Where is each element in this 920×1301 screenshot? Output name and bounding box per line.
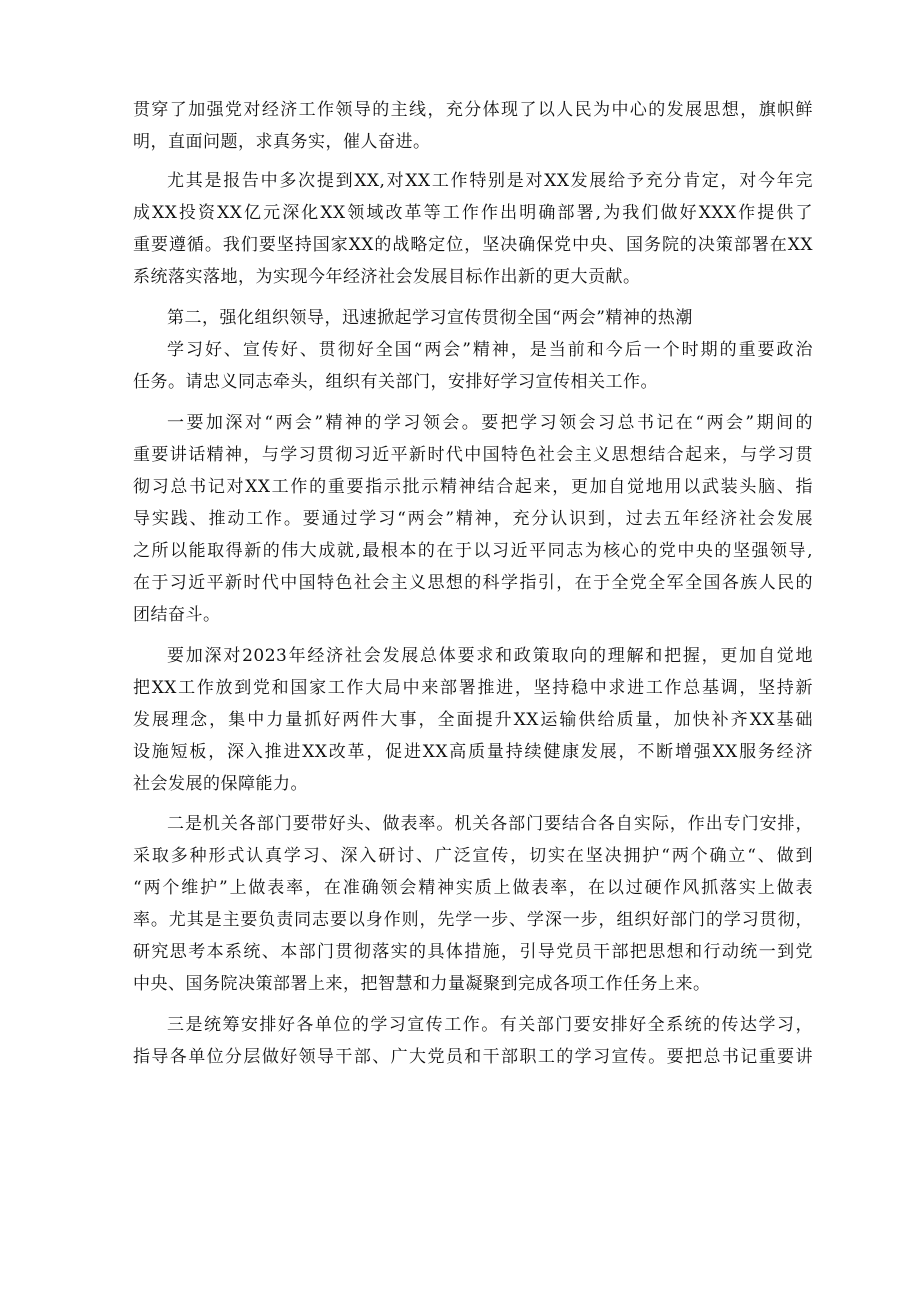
text-line: 之所以能取得新的伟大成就,最根本的在于以习近平同志为核心的党中央的坚强领导, (133, 541, 813, 561)
text-line: 采取多种形式认真学习、深入研讨、广泛宣传，切实在坚决拥护“两个确立“、做到 (133, 846, 813, 866)
text-line: 第二，强化组织领导，迅速掀起学习宣传贯彻全国“两会”精神的热潮 (167, 308, 693, 328)
text-line: 成XX投资XX亿元深化XX领域改革等工作作出明确部署,为我们做好XXX作提供了 (133, 203, 813, 223)
text-line: 中央、国务院决策部署上来，把智慧和力量凝聚到完成各项工作任务上来。 (133, 974, 711, 994)
text-line: 任务。请忠义同志牵头，组织有关部门，安排好学习宣传相关工作。 (133, 372, 658, 392)
text-line: 尤其是报告中多次提到XX,对XX工作特别是对XX发展给予充分肯定，对今年完 (167, 171, 813, 191)
text-line: 指导各单位分层做好领导干部、广大党员和干部职工的学习宣传。要把总书记重要讲 (133, 1047, 813, 1067)
text-line: 在于习近平新时代中国特色社会主义思想的科学指引，在于全党全军全国各族人民的 (133, 573, 813, 593)
text-line: 社会发展的保障能力。 (133, 774, 308, 794)
text-line: 学习好、宣传好、贯彻好全国“两会”精神，是当前和今后一个时期的重要政治 (167, 340, 813, 360)
text-line: 导实践、推动工作。要通过学习“两会”精神，充分认识到，过去五年经济社会发展 (133, 509, 813, 529)
text-line: 重要遵循。我们要坚持国家XX的战略定位，坚决确保党中央、国务院的决策部署在XX (133, 235, 813, 255)
text-line: 重要讲话精神，与学习贯彻习近平新时代中国特色社会主义思想结合起来，与学习贯 (133, 445, 813, 465)
text-line: 设施短板，深入推进XX改革，促进XX高质量持续健康发展，不断增强XX服务经济 (133, 742, 813, 762)
text-line: 要加深对2023年经济社会发展总体要求和政策取向的理解和把握，更加自觉地 (167, 646, 813, 666)
text-line: 一要加深对“两会”精神的学习领会。要把学习领会习总书记在“两会”期间的 (167, 413, 813, 433)
text-line: 二是机关各部门要带好头、做表率。机关各部门要结合各自实际，作出专门安排， (167, 814, 813, 834)
text-line: 明，直面问题，求真务实，催人奋进。 (133, 132, 431, 152)
text-line: 系统落实落地，为实现今年经济社会发展目标作出新的更大贡献。 (133, 267, 641, 287)
text-line: 彻习总书记对XX工作的重要指示批示精神结合起来，更加自觉地用以武装头脑、指 (133, 477, 813, 497)
text-line: 贯穿了加强党对经济工作领导的主线，充分体现了以人民为中心的发展思想，旗帜鲜 (133, 100, 813, 120)
text-line: 研究思考本系统、本部门贯彻落实的具体措施，引导党员干部把思想和行动统一到党 (133, 942, 813, 962)
text-line: 率。尤其是主要负责同志要以身作则，先学一步、学深一步，组织好部门的学习贯彻， (133, 910, 813, 930)
text-line: “两个维护”上做表率，在准确领会精神实质上做表率，在以过硬作风抓落实上做表 (133, 878, 813, 898)
text-line: 三是统筹安排好各单位的学习宣传工作。有关部门要安排好全系统的传达学习， (167, 1015, 813, 1035)
text-line: 发展理念，集中力量抓好两件大事，全面提升XX运输供给质量，加快补齐XX基础 (133, 710, 813, 730)
text-line: 团结奋斗。 (133, 605, 221, 625)
text-line: 把XX工作放到党和国家工作大局中来部署推进，坚持稳中求进工作总基调，坚持新 (133, 678, 813, 698)
